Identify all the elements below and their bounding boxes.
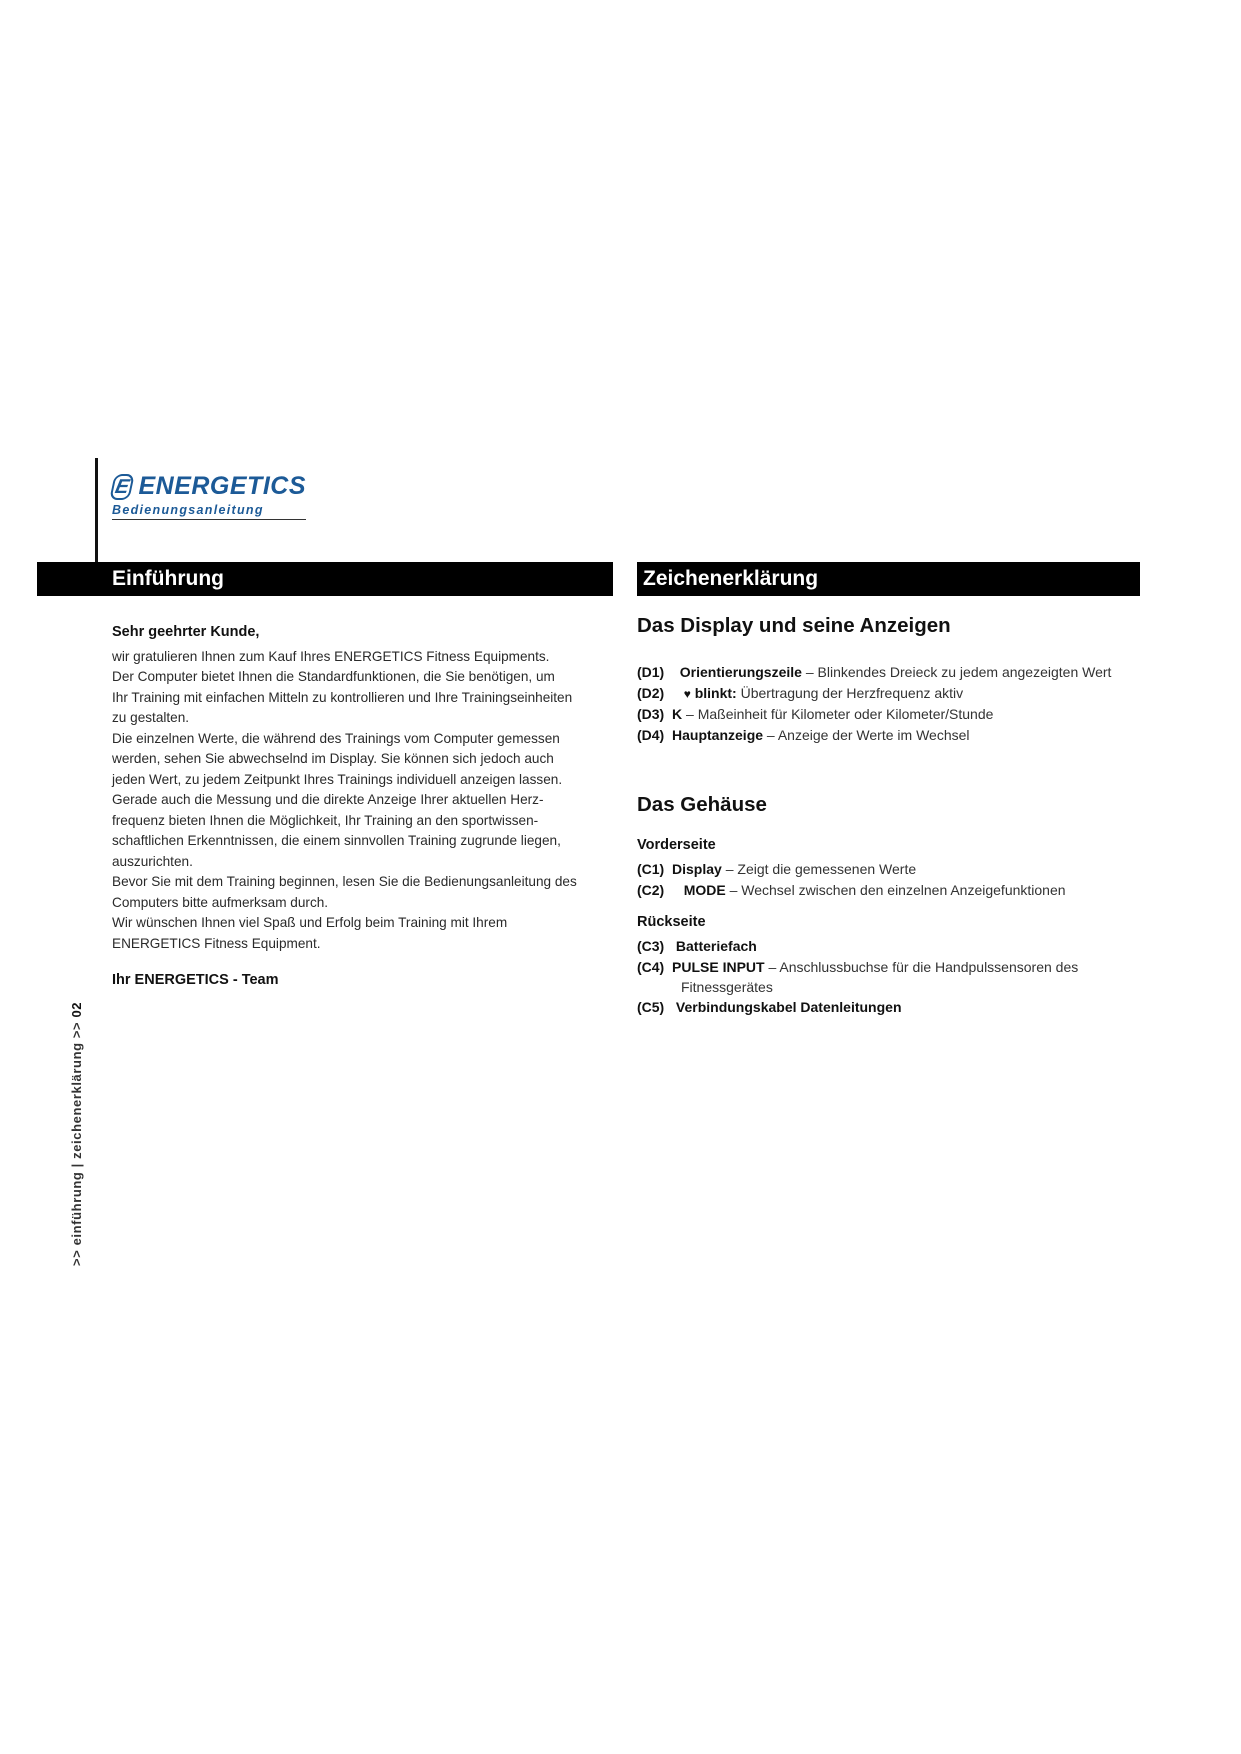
- back-item-c4: (C4) PULSE INPUT – Anschlussbuchse für die Handpulssensoren des: [637, 958, 1079, 975]
- front-item-c2: (C2) MODE – Wechsel zwischen den einzelnen Anzeigefunktionen: [637, 881, 1066, 898]
- intro-line: Computers bitte aufmerksam durch.: [112, 894, 329, 910]
- intro-line: Ihr Training mit einfachen Mitteln zu kontrollieren und Ihre Trainingseinheiten: [112, 689, 573, 705]
- intro-line: frequenz bieten Ihnen die Möglichkeit, Ihr Training an den sportwissen-: [112, 812, 539, 828]
- section-title-einfuehrung: Einführung: [37, 562, 613, 596]
- intro-column: [112, 622, 617, 991]
- housing-heading: Das Gehäuse: [637, 793, 767, 816]
- display-item-d4: (D4) Hauptanzeige – Anzeige der Werte im Wechsel: [637, 726, 970, 743]
- back-item-c5: (C5) Verbindungskabel Datenleitungen: [637, 999, 902, 1015]
- intro-line: schaftlichen Erkenntnissen, die einem sinnvollen Training zugrunde liegen,: [112, 833, 561, 848]
- brand-logo: [112, 472, 306, 520]
- back-item-c3: (C3) Batteriefach: [637, 938, 757, 954]
- side-breadcrumb: [69, 1002, 84, 1266]
- back-item-c4-continuation: Fitnessgerätes: [681, 979, 773, 995]
- energetics-logo-icon: E: [109, 474, 135, 500]
- display-heading: Das Display und seine Anzeigen: [637, 614, 951, 637]
- page-number: 02: [69, 1001, 84, 1018]
- salutation: Sehr geehrter Kunde,: [112, 624, 260, 640]
- intro-line: zu gestalten.: [112, 710, 190, 725]
- display-item-d1: (D1) Orientierungszeile – Blinkendes Dreieck zu jedem angezeigten Wert: [637, 664, 1112, 680]
- display-list: [637, 662, 1157, 745]
- intro-line: ENERGETICS Fitness Equipment.: [112, 935, 321, 951]
- front-list: [637, 859, 1157, 900]
- intro-line: Gerade auch die Messung und die direkte Anzeige Ihrer aktuellen Herz-: [112, 792, 544, 807]
- section-title-zeichenerklaerung: Zeichenerklärung: [637, 562, 1140, 596]
- front-item-c1: (C1) Display – Zeigt die gemessenen Werte: [637, 861, 917, 877]
- brand-name: ENERGETICS: [138, 472, 306, 500]
- front-heading: Vorderseite: [637, 837, 716, 853]
- intro-line: werden, sehen Sie abwechselnd im Display. Sie können sich jedoch auch: [112, 751, 554, 766]
- header-vertical-rule: [95, 458, 98, 562]
- legend-column: [637, 614, 1157, 1018]
- brand-subtitle: Bedienungsanleitung: [112, 503, 264, 517]
- side-breadcrumb-text: >> einführung | zeichenerklärung >>: [69, 1017, 84, 1266]
- intro-line: Bevor Sie mit dem Training beginnen, lesen Sie die Bedienungsanleitung des: [112, 874, 577, 889]
- intro-line: Wir wünschen Ihnen viel Spaß und Erfolg beim Training mit Ihrem: [112, 915, 508, 930]
- intro-line: auszurichten.: [112, 853, 193, 869]
- brand-underline: [112, 519, 306, 520]
- display-item-d3: (D3) K – Maßeinheit für Kilometer oder Kilometer/Stunde: [637, 706, 994, 722]
- intro-line: wir gratulieren Ihnen zum Kauf Ihres ENERGETICS Fitness Equipments.: [112, 648, 550, 664]
- back-list: [637, 936, 1157, 1018]
- intro-line: jeden Wert, zu jedem Zeitpunkt Ihres Trainings individuell anzeigen lassen.: [112, 771, 563, 787]
- signature: Ihr ENERGETICS - Team: [112, 972, 279, 988]
- back-heading: Rückseite: [637, 914, 706, 930]
- display-item-d2: (D2) ♥ blinkt: Übertragung der Herzfrequenz aktiv: [637, 684, 964, 701]
- intro-line: Der Computer bietet Ihnen die Standardfunktionen, die Sie benötigen, um: [112, 669, 555, 684]
- heart-icon: ♥: [683, 686, 691, 701]
- intro-line: Die einzelnen Werte, die während des Trainings vom Computer gemessen: [112, 730, 560, 746]
